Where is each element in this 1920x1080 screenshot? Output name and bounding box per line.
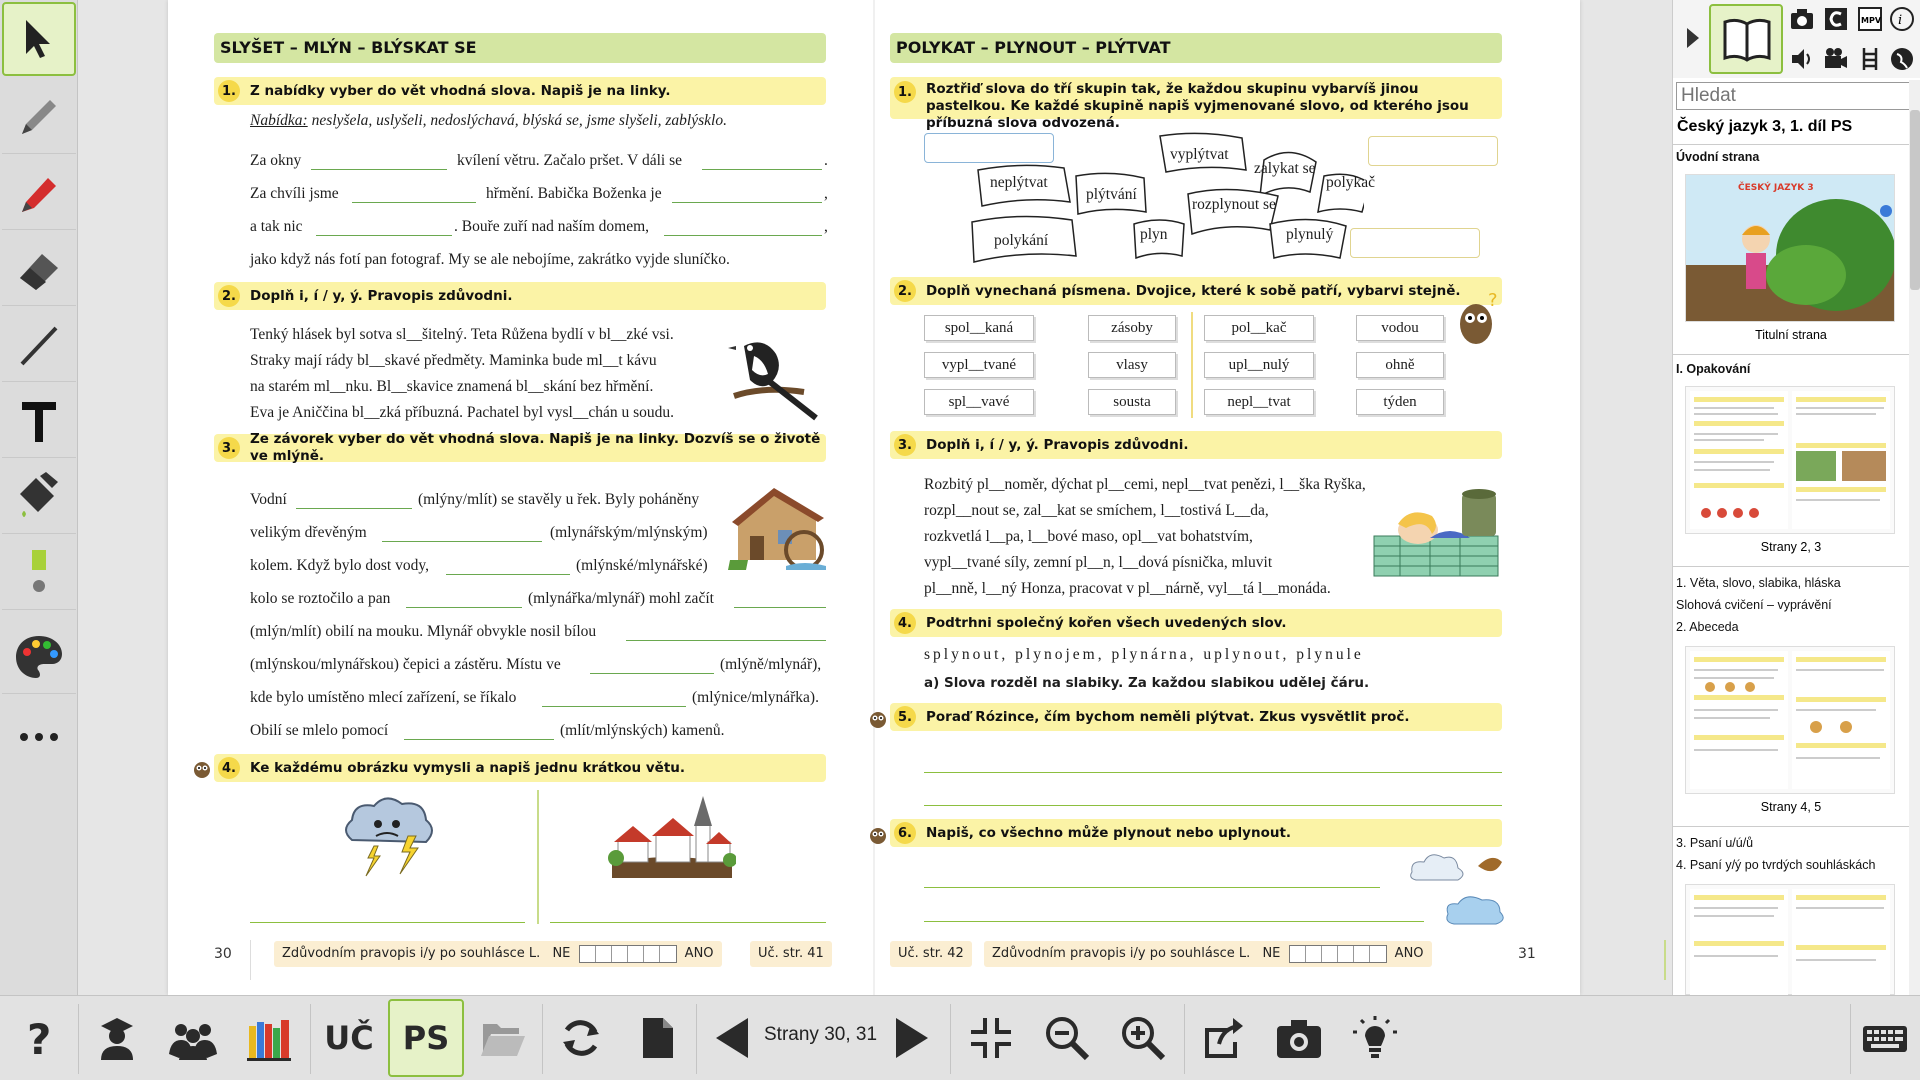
task-1-header — [214, 77, 826, 105]
keyboard-button[interactable] — [1854, 999, 1916, 1077]
task-2-header — [890, 277, 1502, 305]
self-assessment-text: Zdůvodním pravopis i/y po souhlásce L. — [992, 946, 1251, 961]
answer-blank[interactable] — [404, 739, 554, 740]
task-instruction: Doplň vynechaná písmena. Dvojice, které k sobě patří, vybarvi stejně. — [926, 282, 1461, 299]
refresh-button[interactable] — [546, 999, 616, 1077]
answer-blank[interactable] — [734, 607, 826, 608]
pair-card[interactable]: ohně — [1356, 352, 1444, 378]
sleeping-girl-illustration — [1370, 484, 1502, 578]
share-button[interactable] — [1188, 999, 1258, 1077]
toc-item[interactable]: Slohová cvičení – vyprávění — [1676, 598, 1832, 612]
right-page-title: POLYKAT – PLYNOUT – PLÝTVAT — [890, 33, 1502, 63]
task-instruction: Doplň i, í / y, ý. Pravopis zdůvodni. — [926, 436, 1189, 453]
puzzle-word[interactable]: plyn — [1140, 226, 1168, 243]
more-dots-icon — [12, 710, 66, 764]
exercise-line: Tenký hlásek byl sotva sl__šitelný. Teta Růžena bydlí v bl__zké vsi. — [250, 326, 674, 343]
pair-card[interactable]: upl__nulý — [1204, 352, 1314, 378]
toolbar-separator — [1184, 1004, 1185, 1074]
owl-icon — [868, 825, 888, 845]
sentence-text: . Bouře zuří nad naším domem, — [454, 218, 649, 235]
writing-line[interactable] — [550, 922, 826, 923]
section-opakovani[interactable]: I. Opakování — [1676, 362, 1751, 376]
globe-icon[interactable] — [1889, 46, 1915, 72]
toolbar-separator — [78, 1004, 79, 1074]
puzzle-word[interactable]: plýtvání — [1086, 186, 1137, 203]
answer-blank[interactable] — [296, 508, 412, 509]
task-number: 2. — [894, 280, 916, 302]
group-students-icon — [169, 1014, 217, 1062]
clouds-leaf-illustration — [1408, 848, 1508, 928]
text-t-icon — [12, 394, 66, 448]
question-mark-icon — [15, 1014, 63, 1062]
camera-icon — [1275, 1014, 1323, 1062]
left-page-title: SLYŠET – MLÝN – BLÝSKAT SE — [214, 33, 826, 63]
toolbar-separator — [696, 1004, 697, 1074]
magpie-illustration — [724, 326, 824, 422]
audio-icon[interactable] — [1789, 46, 1815, 72]
right-page — [874, 0, 1580, 995]
mpv-icon[interactable] — [1857, 6, 1883, 32]
pair-card[interactable]: vypl__tvané — [924, 352, 1034, 378]
offer-words: neslyšela, uslyšeli, nedoslýchavá, blýská se, jsme slyšeli, zablýsklo. — [311, 112, 727, 129]
svg-text:?: ? — [1488, 290, 1498, 311]
textbook-ref: Uč. str. 41 — [750, 941, 832, 967]
zoom-in-button[interactable] — [1108, 999, 1178, 1077]
page-number: 31 — [1518, 946, 1536, 962]
page-preview — [1686, 885, 1894, 995]
task-instruction: Napiš, co všechno může plynout nebo uplynout. — [926, 824, 1292, 841]
footer-divider — [1664, 940, 1666, 980]
next-page-button[interactable] — [882, 999, 942, 1077]
toc-item[interactable]: 4. Psaní y/ý po tvrdých souhláskách — [1676, 858, 1876, 872]
answer-blank[interactable] — [352, 202, 476, 203]
open-folder-button[interactable] — [468, 999, 538, 1077]
exercise-line: pl__nně, l__ný Honza, pracovat v pl__nárně, vyl__tá l__monáda. — [924, 580, 1331, 597]
book-view-button[interactable] — [1709, 4, 1783, 74]
cover-art — [1686, 195, 1895, 322]
books-icon — [245, 1014, 293, 1062]
sentence-text: Za okny — [250, 152, 302, 169]
color-size-icon — [12, 546, 66, 600]
workbook-ps-button[interactable]: PS — [388, 999, 464, 1077]
task-instruction: Ke každému obrázku vymysli a napiš jednu krátkou větu. — [250, 759, 686, 776]
exercise-line: Straky mají rády bl__skavé předměty. Maminka bude ml__t kávu — [250, 352, 657, 369]
sentence-text: Vodní — [250, 491, 287, 508]
exercise-line: vypl__tvané síly, zemní pl__n, l__dová písnička, mluvit — [924, 554, 1273, 571]
select-tool-button[interactable] — [2, 2, 76, 76]
keyboard-icon — [1861, 1014, 1909, 1062]
answer-blank[interactable] — [316, 235, 452, 236]
puzzle-word[interactable]: zalykat se — [1254, 160, 1316, 177]
zoom-in-icon — [1119, 1014, 1167, 1062]
task-1-header — [890, 77, 1502, 131]
toc-item[interactable]: 1. Věta, slovo, slabika, hláska — [1676, 576, 1841, 590]
exercise-line: na starém ml__nku. Bl__skavice znamená bl__skání bez hřmění. — [250, 378, 654, 395]
cursor-arrow-icon — [12, 12, 66, 66]
class-button[interactable] — [158, 999, 228, 1077]
storm-cloud-illustration — [340, 790, 440, 880]
task-number: 2. — [218, 285, 240, 307]
task-3-header — [890, 431, 1502, 459]
task-number: 3. — [218, 437, 240, 459]
separator — [1673, 566, 1909, 567]
pair-card[interactable]: zásoby — [1088, 315, 1176, 341]
scale-yes-label: ANO — [1394, 946, 1424, 961]
fill-tool-button[interactable] — [2, 460, 76, 534]
panel-scrollbar-thumb[interactable] — [1910, 110, 1920, 290]
task-instruction: Z nabídky vyber do vět vhodná slova. Napiš je na linky. — [250, 82, 671, 99]
task-number: 5. — [894, 706, 916, 728]
self-assessment-box — [274, 941, 722, 967]
page-spread — [168, 0, 1580, 995]
answer-blank[interactable] — [446, 574, 570, 575]
sentence-text: (mlýnskou/mlynářskou) čepici a zástěru. Místu ve — [250, 656, 561, 673]
single-page-button[interactable] — [622, 999, 692, 1077]
puzzle-word[interactable]: neplýtvat — [990, 174, 1048, 191]
answer-blank[interactable] — [311, 169, 447, 170]
pair-card[interactable]: týden — [1356, 389, 1444, 415]
separator — [1673, 826, 1909, 827]
arrow-right-icon — [888, 1014, 936, 1062]
village-illustration — [608, 794, 736, 878]
exercise-line: Eva je Aniččina bl__zká příbuzná. Pachatel byl vysl__chán u soudu. — [250, 404, 674, 421]
answer-blank[interactable] — [382, 541, 542, 542]
pair-card[interactable]: vodou — [1356, 315, 1444, 341]
answer-blank[interactable] — [406, 607, 522, 608]
arrow-left-icon — [708, 1014, 756, 1062]
self-assessment-box — [984, 941, 1432, 967]
help-button[interactable] — [4, 999, 74, 1077]
lightbulb-icon — [1351, 1014, 1399, 1062]
scale-yes-label: ANO — [684, 946, 714, 961]
pencil-tool-button[interactable] — [2, 80, 76, 154]
column-divider — [1191, 312, 1193, 418]
svg-text:i: i — [1898, 13, 1903, 28]
task-number: 4. — [894, 612, 916, 634]
thumbnail-caption: Titulní strana — [1755, 328, 1827, 342]
page-icon — [633, 1014, 681, 1062]
palette-tool-button[interactable] — [2, 620, 76, 694]
task-number: 1. — [894, 81, 916, 103]
task-instruction: Poraď Rózince, čím bychom neměli plýtvat. Zkus vysvětlit proč. — [926, 708, 1410, 725]
left-toolbar — [0, 0, 78, 995]
line-icon — [12, 318, 66, 372]
owl-question-illustration — [1458, 290, 1500, 346]
answer-blank[interactable] — [590, 673, 714, 674]
task-5-header — [890, 703, 1502, 731]
task-instruction: Roztřiď slova do tří skupin tak, že každou skupinu vybarvíš jinou pastelkou. Ke každé skupině napiš vyjmenované slovo, od kterého jsou příbuzná slova odvozená. — [926, 81, 1469, 131]
text-tool-button[interactable] — [2, 384, 76, 458]
sentence-text: (mlynářským/mlýnským) — [550, 524, 708, 541]
sentence-text: kolo se roztočilo a pan — [250, 590, 391, 607]
answer-blank[interactable] — [672, 202, 822, 203]
task-2-header — [214, 282, 826, 310]
answer-blank[interactable] — [702, 169, 822, 170]
puzzle-word[interactable]: plynulý — [1286, 226, 1334, 243]
pages-2-3-thumbnail[interactable] — [1685, 386, 1895, 534]
writing-line[interactable] — [924, 805, 1502, 806]
sentence-text: kolem. Když bylo dost vody, — [250, 557, 429, 574]
refresh-icon — [557, 1014, 605, 1062]
task-3-header — [214, 431, 826, 464]
footer-divider — [250, 940, 251, 980]
highlight-button[interactable] — [1340, 999, 1410, 1077]
toc-item[interactable]: 3. Psaní u/ú/ů — [1676, 836, 1754, 850]
rating-scale[interactable] — [1289, 945, 1387, 963]
answer-blank[interactable] — [664, 235, 822, 236]
sentence-text: (mlít/mlýnských) kamenů. — [560, 722, 725, 739]
rating-scale[interactable] — [579, 945, 677, 963]
paint-bucket-icon — [12, 470, 66, 524]
page-preview — [1686, 387, 1894, 533]
owl-icon — [192, 759, 212, 779]
separator — [1673, 144, 1909, 145]
puzzle-word[interactable]: rozplynout se — [1192, 196, 1276, 213]
sentence-text: (mlýnské/mlynářské) — [576, 557, 708, 574]
task-number: 3. — [894, 434, 916, 456]
watermill-illustration — [728, 486, 828, 570]
pages-4-5-thumbnail[interactable] — [1685, 646, 1895, 794]
open-book-icon — [1721, 16, 1773, 64]
task-instruction: Ze závorek vyber do vět vhodná slova. Napiš je na linky. Dozvíš se o životě ve mlýně. — [250, 431, 821, 464]
pencil-icon — [12, 90, 66, 144]
toolbar-separator — [310, 1004, 311, 1074]
scale-no-label: NE — [552, 946, 571, 961]
sentence-text: (mlýny/mlít) se stavěly u řek. Byly poháněny — [418, 491, 700, 508]
student-button[interactable] — [82, 999, 152, 1077]
marker-icon — [12, 166, 66, 220]
eraser-icon — [12, 242, 66, 296]
zoom-out-icon — [1043, 1014, 1091, 1062]
answer-blank[interactable] — [542, 706, 686, 707]
subtask-a: a) Slova rozděl na slabiky. Za každou slabikou udělej čáru. — [924, 675, 1370, 691]
task-6-header — [890, 819, 1502, 847]
left-page — [168, 0, 874, 995]
interactive-c-icon[interactable] — [1823, 6, 1849, 32]
thumbnail-caption: Strany 2, 3 — [1760, 540, 1822, 554]
separator — [1673, 354, 1909, 355]
bottom-toolbar — [0, 995, 1920, 1080]
puzzle-word[interactable]: polykání — [994, 232, 1049, 249]
pair-card[interactable]: nepl__tvat — [1204, 389, 1314, 415]
toolbar-separator — [542, 1004, 543, 1074]
panel-icon-bar — [1673, 0, 1920, 78]
exercise-line: rozpl__nout se, zal__kat se smíchem, l__tostivá L__da, — [924, 502, 1269, 519]
group-answer-box[interactable] — [1350, 228, 1480, 258]
sentence-text: Obilí se mlelo pomocí — [250, 722, 389, 739]
palette-icon — [12, 630, 66, 684]
sentence-text: velikým dřevěným — [250, 524, 367, 541]
sentence-text: , — [824, 218, 828, 235]
scale-no-label: NE — [1262, 946, 1281, 961]
root-words: splynout, plynojem, plynárna, uplynout, plynule — [924, 646, 1364, 663]
puzzle-word[interactable]: polykač — [1326, 174, 1376, 191]
sentence-text: . — [824, 152, 828, 169]
search-input[interactable] — [1676, 82, 1919, 110]
exercise-line: rozkvetlá l__pa, l__bové maso, opl__vat bohatstvím, — [924, 528, 1253, 545]
writing-line[interactable] — [924, 887, 1380, 888]
writing-line[interactable] — [924, 772, 1502, 773]
textbook-ref: Uč. str. 42 — [890, 941, 972, 967]
sentence-text: (mlýně/mlynář), — [720, 656, 822, 673]
puzzle-word[interactable]: vyplýtvat — [1170, 146, 1229, 163]
pair-card[interactable]: sousta — [1088, 389, 1176, 415]
contents-panel — [1672, 0, 1920, 995]
task-number: 6. — [894, 822, 916, 844]
owl-icon — [868, 709, 888, 729]
writing-line[interactable] — [250, 922, 525, 923]
more-tools-button[interactable] — [2, 700, 76, 774]
task-4-header — [890, 609, 1502, 637]
exercise-line: Rozbitý pl__noměr, dýchat pl__cemi, nepl__tvat penězi, l__ška Ryška, — [924, 476, 1366, 493]
offer-line — [250, 112, 727, 130]
page-preview — [1686, 647, 1894, 793]
cover-thumbnail[interactable] — [1685, 174, 1895, 322]
marker-tool-button[interactable] — [2, 156, 76, 230]
task-4-header — [214, 754, 826, 782]
sentence-text: , — [824, 185, 828, 202]
svg-text:?: ? — [27, 1015, 52, 1062]
answer-blank[interactable] — [626, 640, 826, 641]
screenshot-button[interactable] — [1264, 999, 1334, 1077]
toolbar-separator — [1850, 1004, 1851, 1074]
pair-card[interactable]: pol__kač — [1204, 315, 1314, 341]
folder-icon — [479, 1014, 527, 1062]
picture-divider — [537, 790, 539, 924]
self-assessment-text: Zdůvodním pravopis i/y po souhlásce L. — [282, 946, 541, 961]
textbook-uc-button[interactable]: UČ — [324, 1019, 374, 1057]
sentence-text: (mlynářka/mlynář) mohl začít — [528, 590, 714, 607]
pair-card[interactable]: spol__kaná — [924, 315, 1034, 341]
video-camera-icon[interactable] — [1823, 46, 1849, 72]
sentence-text: a tak nic — [250, 218, 303, 235]
share-icon — [1199, 1014, 1247, 1062]
writing-line[interactable] — [924, 921, 1424, 922]
sentence-text: jako když nás fotí pan fotograf. My se ale nebojíme, zakrátko vyjde sluníčko. — [250, 251, 730, 268]
page-number: 30 — [214, 946, 232, 962]
fit-page-button[interactable] — [956, 999, 1026, 1077]
zoom-out-button[interactable] — [1032, 999, 1102, 1077]
sentence-text: (mlýn/mlít) obilí na mouku. Mlynář obvykle nosil bílou — [250, 623, 597, 640]
section-intro[interactable]: Úvodní strana — [1676, 150, 1760, 164]
cover-title: ČESKÝ JAZYK 3 — [1738, 183, 1814, 193]
student-icon — [93, 1014, 141, 1062]
eraser-tool-button[interactable] — [2, 232, 76, 306]
previous-page-button[interactable] — [702, 999, 762, 1077]
collapse-panel-icon[interactable] — [1683, 26, 1703, 50]
offer-label: Nabídka: — [250, 112, 308, 129]
shrink-arrows-icon — [967, 1014, 1015, 1062]
sentence-text: (mlýnice/mlynářka). — [692, 689, 819, 706]
svg-text:MPV: MPV — [1861, 16, 1882, 25]
sentence-text: Za chvíli jsme — [250, 185, 339, 202]
info-icon[interactable] — [1889, 6, 1915, 32]
sentence-text: kde bylo umístěno mlecí zařízení, se říkalo — [250, 689, 517, 706]
task-number: 4. — [218, 757, 240, 779]
toolbar-separator — [950, 1004, 951, 1074]
camera-icon[interactable] — [1789, 6, 1815, 32]
library-button[interactable] — [234, 999, 304, 1077]
thumbnail-caption: Strany 4, 5 — [1760, 800, 1822, 814]
sentence-text: hřmění. Babička Boženka je — [486, 185, 662, 202]
task-instruction: Podtrhni společný kořen všech uvedených slov. — [926, 614, 1287, 631]
sentence-text: kvílení větru. Začalo pršet. V dáli se — [457, 152, 682, 169]
task-instruction: Doplň i, í / y, ý. Pravopis zdůvodni. — [250, 287, 513, 304]
pair-card[interactable]: spl__vavé — [924, 389, 1034, 415]
ladder-icon[interactable] — [1857, 46, 1883, 72]
task-number: 1. — [218, 80, 240, 102]
line-tool-button[interactable] — [2, 308, 76, 382]
book-title: Český jazyk 3, 1. díl PS — [1677, 118, 1853, 135]
size-selector-button[interactable] — [2, 536, 76, 610]
toc-item[interactable]: 2. Abeceda — [1676, 620, 1739, 634]
pair-card[interactable]: vlasy — [1088, 352, 1176, 378]
page-indicator: Strany 30, 31 — [764, 1024, 878, 1045]
group-answer-box[interactable] — [1368, 136, 1498, 166]
pages-6-7-thumbnail[interactable] — [1685, 884, 1895, 995]
